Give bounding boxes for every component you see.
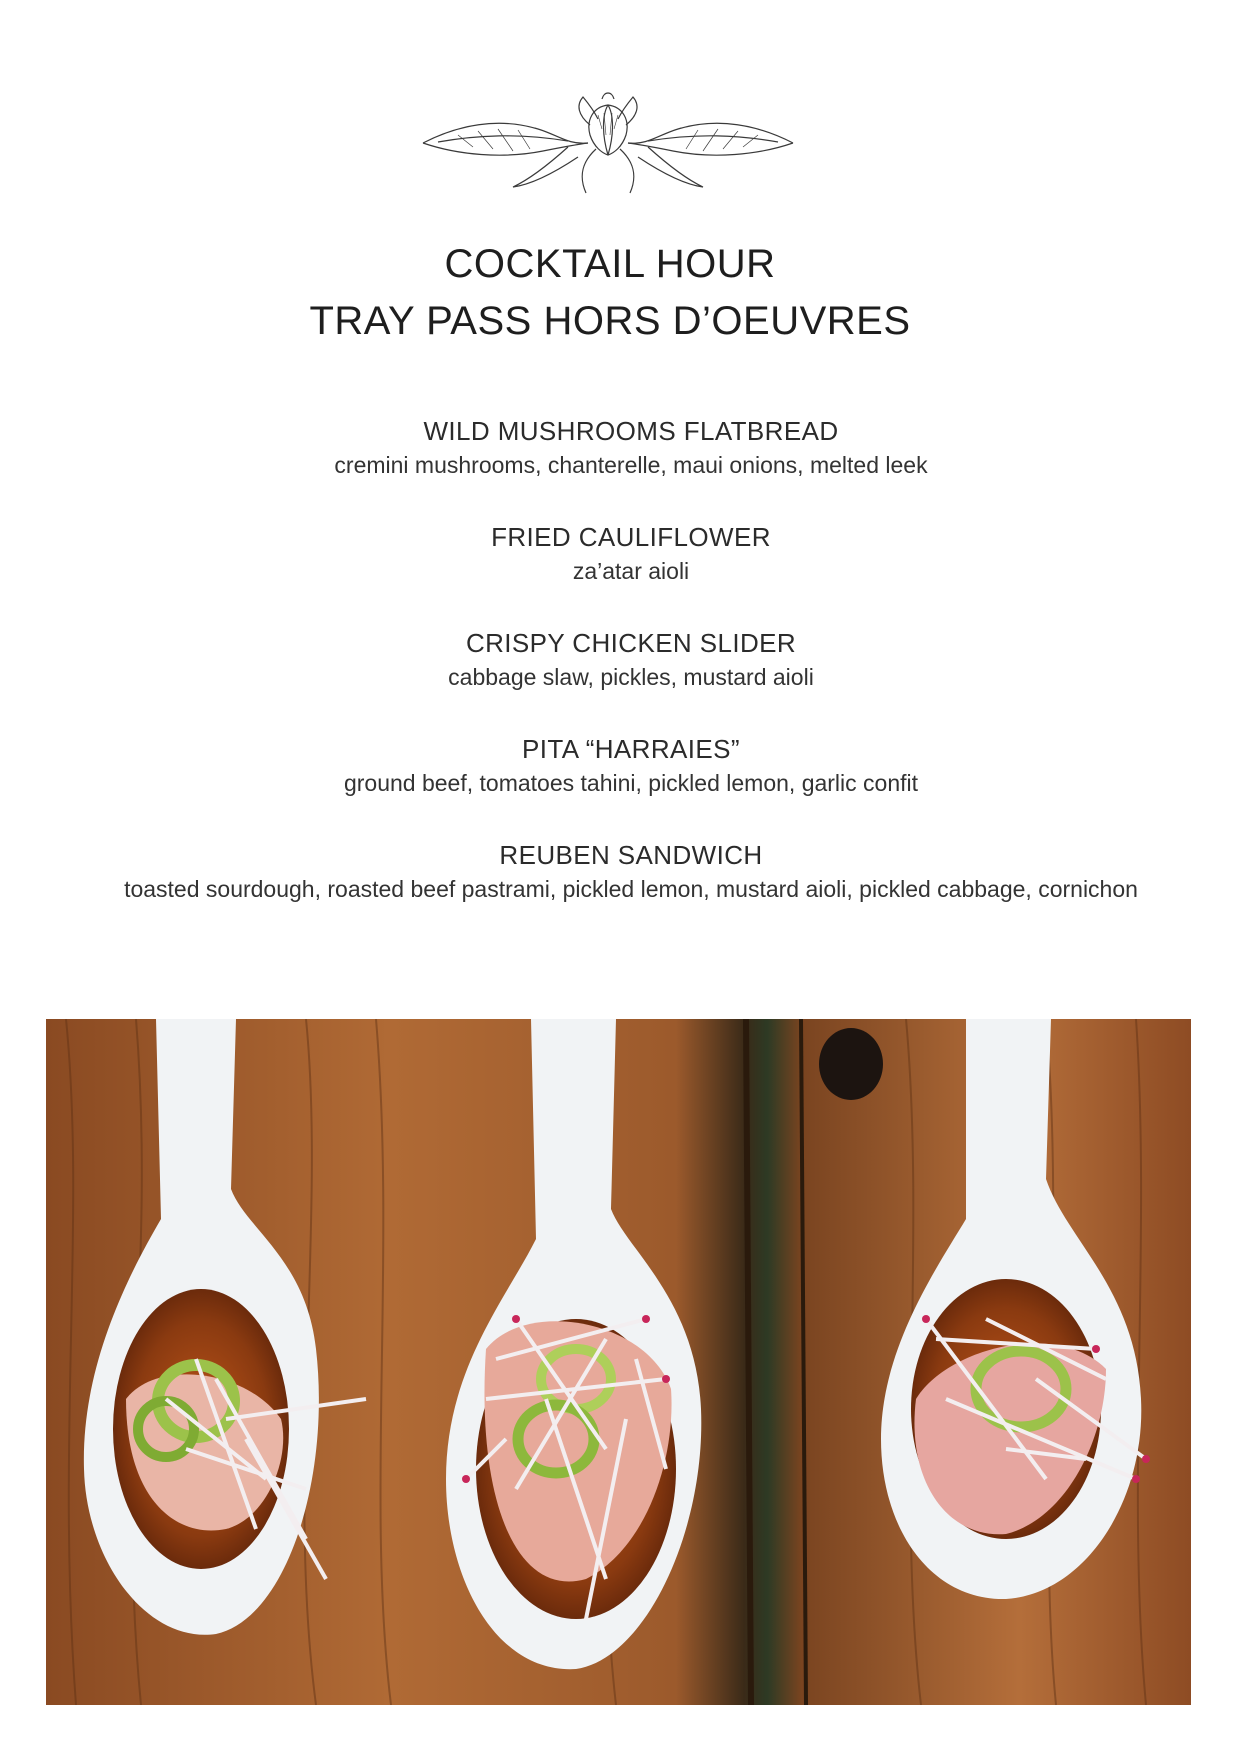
menu-item-name: REUBEN SANDWICH <box>499 840 763 870</box>
menu-item-description: cabbage slaw, pickles, mustard aioli <box>448 664 814 690</box>
menu-item-name: WILD MUSHROOMS FLATBREAD <box>423 416 839 446</box>
menu-item-name: FRIED CAULIFLOWER <box>491 522 771 552</box>
menu-item-description: toasted sourdough, roasted beef pastrami, pickled lemon, mustard aioli, pickled cabbage, cornichon <box>124 876 1138 902</box>
menu-item-name: CRISPY CHICKEN SLIDER <box>465 628 797 658</box>
menu-item <box>0 414 1240 482</box>
food-photo <box>46 1019 1191 1705</box>
menu-item <box>0 520 1240 588</box>
crudo-spoons-illustration <box>46 1019 1191 1705</box>
menu-item-description: cremini mushrooms, chanterelle, maui onions, melted leek <box>334 452 928 478</box>
menu-item-description: ground beef, tomatoes tahini, pickled lemon, garlic confit <box>343 770 919 796</box>
floral-ornament-icon <box>418 85 798 205</box>
menu-item <box>0 838 1240 906</box>
menu-list <box>0 414 1240 906</box>
page-subtitle: TRAY PASS HORS D’OEUVRES <box>309 299 911 343</box>
menu-item-name: PITA “HARRAIES” <box>522 734 740 764</box>
page-title: COCKTAIL HOUR <box>444 242 776 286</box>
menu-item <box>0 626 1240 694</box>
title-block <box>0 236 1220 350</box>
menu-item <box>0 732 1240 800</box>
menu-item-description: za’atar aioli <box>572 558 690 584</box>
